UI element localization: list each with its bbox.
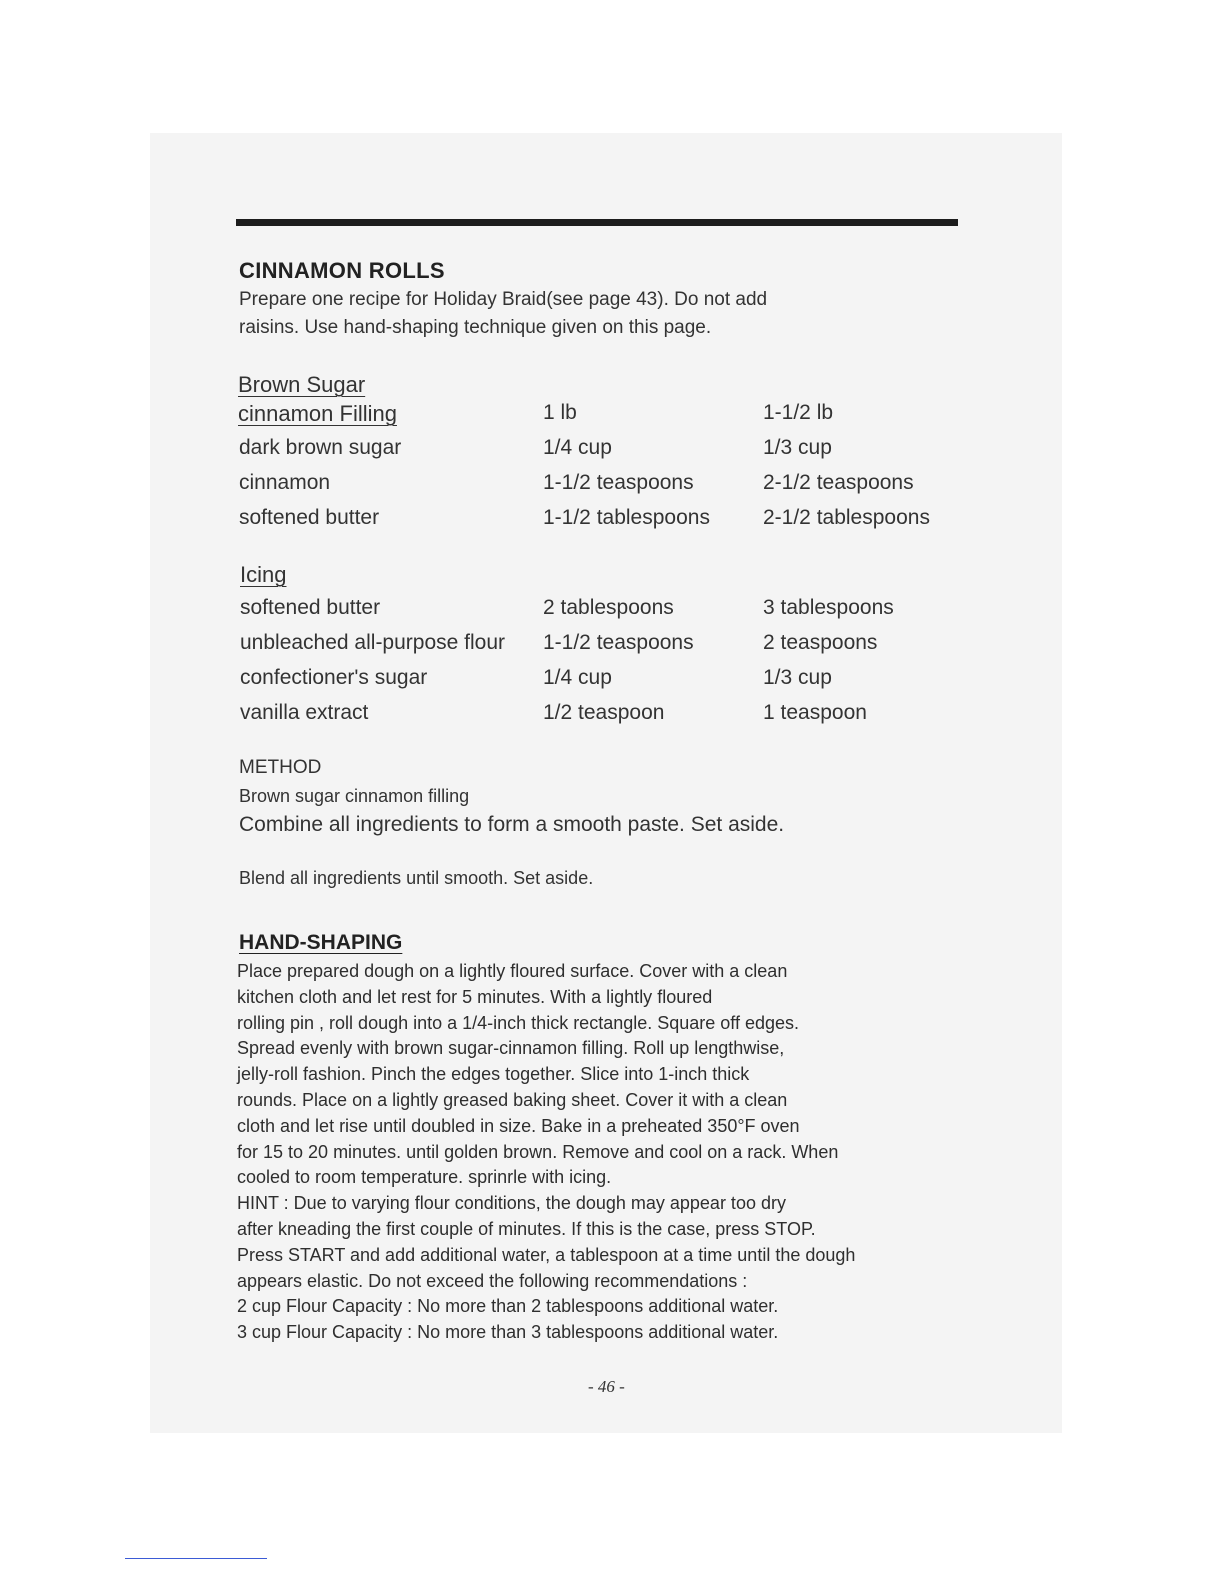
- hint-line: after kneading the first couple of minutes. If this is the case, press STOP.: [237, 1218, 816, 1239]
- filling-amount-large: 1/3 cup: [763, 436, 832, 459]
- icing-amount-small: 2 tablespoons: [543, 596, 674, 619]
- icing-heading: Icing: [240, 562, 287, 587]
- icing-amount-small: 1/2 teaspoon: [543, 701, 665, 724]
- icing-amount-small: 1-1/2 teaspoons: [543, 631, 694, 654]
- hand-shaping-line: cloth and let rise until doubled in size. Bake in a preheated 350°F oven: [237, 1115, 800, 1136]
- hand-shaping-line: rolling pin , roll dough into a 1/4-inch thick rectangle. Square off edges.: [237, 1012, 800, 1033]
- filling-amount-large: 2-1/2 teaspoons: [763, 471, 914, 494]
- hand-shaping-heading: HAND-SHAPING: [239, 931, 403, 954]
- filling-heading-line-1: Brown Sugar: [238, 372, 366, 397]
- icing-amount-large: 1/3 cup: [763, 666, 832, 689]
- filling-item: softened butter: [239, 506, 380, 529]
- icing-item: vanilla extract: [240, 701, 369, 724]
- footer-link-line: [125, 1558, 267, 1559]
- hand-shaping-line: cooled to room temperature. sprinrle with icing.: [237, 1167, 612, 1188]
- filling-size-small: 1 lb: [543, 401, 577, 424]
- method-subheading: Brown sugar cinnamon filling: [239, 786, 470, 806]
- top-rule: [236, 219, 958, 226]
- icing-amount-large: 2 teaspoons: [763, 631, 878, 654]
- hand-shaping-line: Place prepared dough on a lightly floured surface. Cover with a clean: [237, 961, 788, 981]
- intro-line-2: raisins. Use hand-shaping technique given on this page.: [239, 317, 712, 338]
- intro-line-1: Prepare one recipe for Holiday Braid(see page 43). Do not add: [239, 289, 768, 310]
- hint-line: 2 cup Flour Capacity : No more than 2 tablespoons additional water.: [237, 1296, 779, 1317]
- page-number: - 46 -: [588, 1377, 625, 1396]
- icing-amount-large: 3 tablespoons: [763, 596, 894, 619]
- icing-item: softened butter: [240, 596, 381, 619]
- icing-amount-small: 1/4 cup: [543, 666, 612, 689]
- icing-item: unbleached all-purpose flour: [240, 631, 506, 654]
- icing-amount-large: 1 teaspoon: [763, 701, 867, 724]
- filling-heading-line-2: cinnamon Filling: [238, 401, 397, 426]
- hand-shaping-line: kitchen cloth and let rest for 5 minutes. With a lightly floured: [237, 986, 713, 1007]
- hint-line: appears elastic. Do not exceed the following recommendations :: [237, 1270, 748, 1291]
- filling-amount-small: 1-1/2 tablespoons: [543, 506, 710, 529]
- hand-shaping-line: rounds. Place on a lightly greased baking sheet. Cover it with a clean: [237, 1089, 788, 1110]
- filling-item: cinnamon: [239, 471, 331, 494]
- method-icing-step: Blend all ingredients until smooth. Set aside.: [239, 868, 594, 888]
- hint-line: 3 cup Flour Capacity : No more than 3 tablespoons additional water.: [237, 1322, 779, 1343]
- filling-amount-large: 2-1/2 tablespoons: [763, 506, 930, 529]
- filling-amount-small: 1/4 cup: [543, 436, 612, 459]
- hand-shaping-line: for 15 to 20 minutes. until golden brown. Remove and cool on a rack. When: [237, 1141, 839, 1162]
- hand-shaping-text: [237, 959, 855, 1346]
- filling-item: dark brown sugar: [239, 436, 402, 459]
- hint-line: Press START and add additional water, a tablespoon at a time until the dough: [237, 1244, 856, 1265]
- hand-shaping-line: Spread evenly with brown sugar-cinnamon filling. Roll up lengthwise,: [237, 1038, 785, 1059]
- hint-line: HINT : Due to varying flour conditions, the dough may appear too dry: [237, 1193, 786, 1214]
- method-filling-step: Combine all ingredients to form a smooth paste. Set aside.: [239, 813, 785, 836]
- filling-size-large: 1-1/2 lb: [763, 401, 834, 424]
- hand-shaping-line: jelly-roll fashion. Pinch the edges together. Slice into 1-inch thick: [237, 1064, 750, 1085]
- filling-amount-small: 1-1/2 teaspoons: [543, 471, 694, 494]
- recipe-title: CINNAMON ROLLS: [239, 258, 445, 283]
- icing-item: confectioner's sugar: [240, 666, 428, 689]
- method-heading: METHOD: [239, 757, 322, 778]
